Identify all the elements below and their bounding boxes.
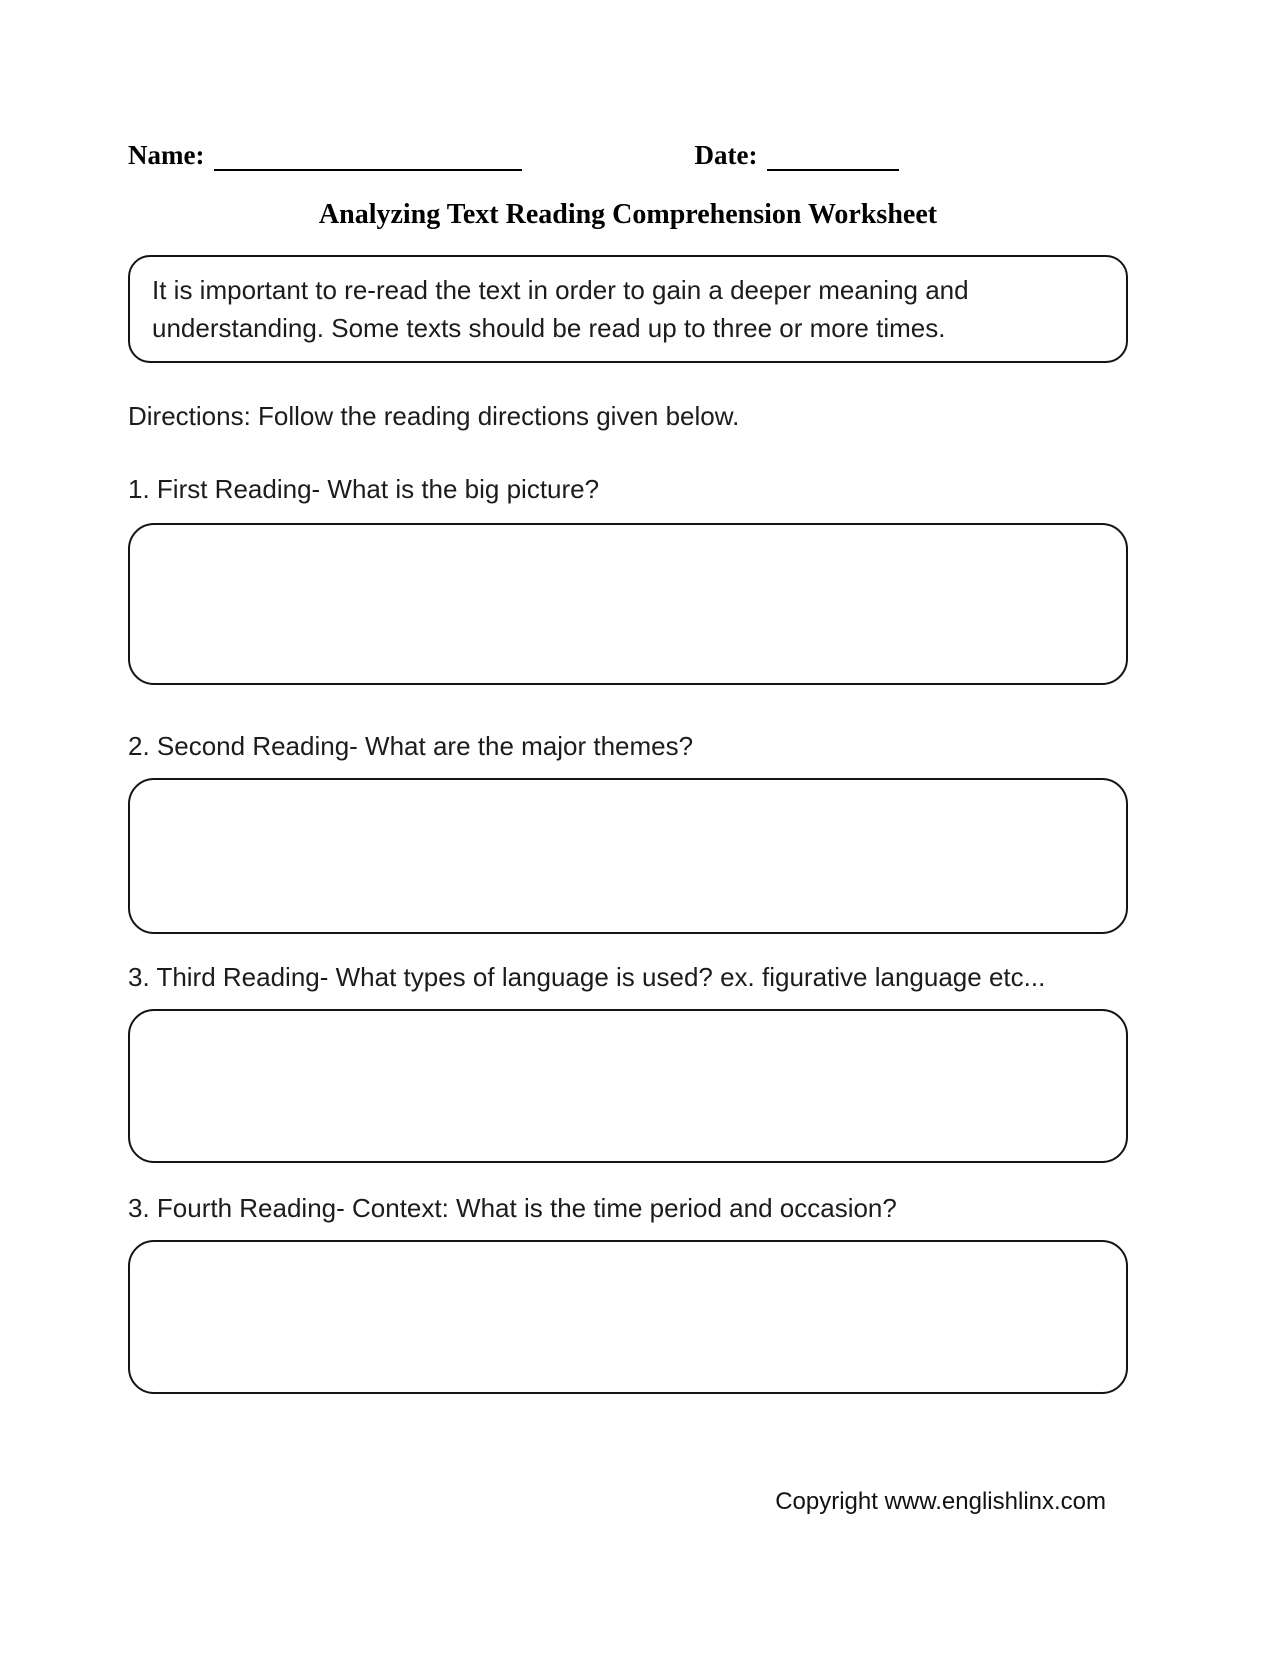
intro-note-box	[128, 255, 1128, 363]
answer-box-1[interactable]	[128, 523, 1128, 685]
question-1-label: 1. First Reading- What is the big picture?	[128, 474, 600, 504]
question-4-label: 3. Fourth Reading- Context: What is the time period and occasion?	[128, 1193, 897, 1223]
date-label: Date:	[694, 140, 758, 170]
answer-box-2[interactable]	[128, 778, 1128, 934]
answer-box-3[interactable]	[128, 1009, 1128, 1163]
name-label: Name:	[128, 140, 205, 170]
directions-text: Directions: Follow the reading directions given below.	[128, 401, 740, 431]
name-blank-line[interactable]	[214, 145, 522, 171]
header-row	[128, 140, 1128, 171]
intro-note-text: It is important to re-read the text in order to gain a deeper meaning and understanding. Some texts should be read up to three or more times.	[152, 275, 969, 343]
date-blank-line[interactable]	[767, 145, 899, 171]
answer-box-4[interactable]	[128, 1240, 1128, 1394]
question-2-label: 2. Second Reading- What are the major themes?	[128, 731, 694, 761]
page-title: Analyzing Text Reading Comprehension Worksheet	[318, 199, 938, 230]
date-group	[694, 140, 899, 171]
copyright-text: Copyright www.englishlinx.com	[775, 1488, 1106, 1515]
question-3-label: 3. Third Reading- What types of language is used? ex. figurative language etc...	[128, 962, 1046, 992]
